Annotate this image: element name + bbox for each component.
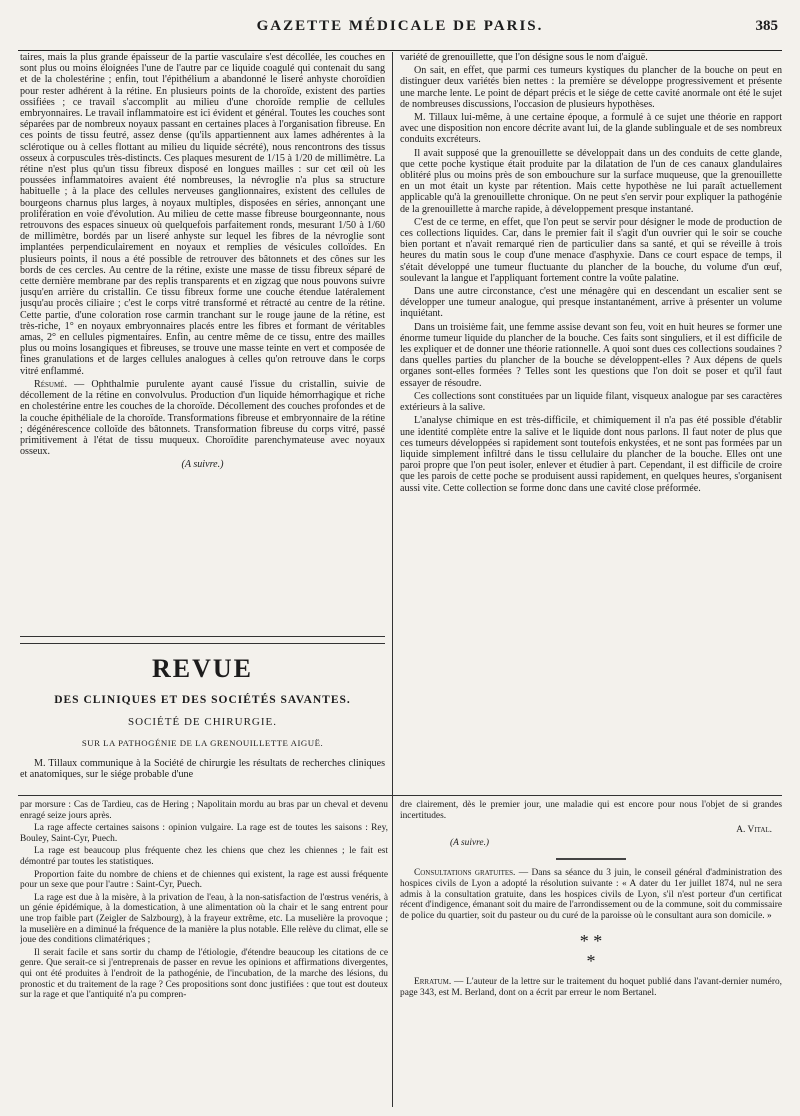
column-left-bottom xyxy=(20,800,388,1112)
opening-text: M. Tillaux communique à la Société de chirurgie les résultats de recherches cliniques et anatomiques, sur le siége probable d'une xyxy=(20,758,385,781)
consultations-text: — Dans sa séance du 3 juin, le conseil général d'administration des hospices civils de Lyon a adopté la résolution suivante : « A dater du 1er juillet 1874, nul ne sera admis à la consultation gratuite, dans les hospices civils de Lyon, s'il n'est porteur d'un certificat récent d'indigence, émanant soit du maire de l'arrondissement ou de la commune, soit du commissaire de police du quartier, soit du pasteur ou du curé de la paroisse où le consultant aura son domicile. » xyxy=(400,868,782,921)
body-paragraph: La rage est due à la misère, à la privation de l'eau, à la non-satisfaction de l'œstrus venéris, à un génie épidémique, à la domestication, à une alimentation où la chair et le sang entrent pour une trop faible part (Zeigler de Salzbourg), à la frayeur extrême, etc. La muselière la provoque ; la muselière en a diminué la fréquence de la manière la plus notable. Elle relève du climat, elle se joue des conditions climatériques ; xyxy=(20,892,388,946)
erratum-paragraph xyxy=(400,977,782,998)
asterism: * * * xyxy=(579,931,603,972)
column-right-bottom xyxy=(400,800,782,1112)
body-paragraph: On sait, en effet, que parmi ces tumeurs kystiques du plancher de la bouche on peut en distinguer deux variétés bien nettes : la première se développe progressivement et présente une marche lente. Le point de départ précis et le siége de cette cavité anormale ont été le sujet de nombreuses discussions, l'occasion de plusieurs hypothèses. xyxy=(400,65,782,110)
body-paragraph: Dans une autre circonstance, c'est une ménagère qui en descendant un escalier sent se développer une tumeur analogue, qui presque instantanément, arrive à présenter un volume inquiétant. xyxy=(400,286,782,320)
resume-paragraph xyxy=(20,379,385,457)
consultations-label: Consultations gratuites. xyxy=(414,868,516,879)
section-title: REVUE xyxy=(151,654,253,683)
body-paragraph: L'analyse chimique en est très-difficile, et chimiquement il n'a pas été possible d'établir une identité complète entre la salive et le liquide dont nous parlons. Il faut noter de plus que ces tumeurs développées si rapidement sont toutefois enkystées, et ne sont pas formées par un liquide simplement infiltré dans le tissu cellulaire du plancher de la bouche. Elles ont une paroi propre que l'on peut isoler, enlever et étudier à part. Cependant, il est difficile de croire que les parois de cette poche se produisent aussi rapidement, en quelques heures, s'organisent aussi vite. Cette collection se forme donc dans une cavité close préformée. xyxy=(400,415,782,494)
body-paragraph: Dans un troisième fait, une femme assise devant son feu, voit en huit heures se former une énorme tumeur liquide du plancher de la bouche. Ces faits sont singuliers, et il est difficile de les expliquer et de donner une théorie rationnelle. A quoi sont dues ces collections soudaines ? dans quelles parties du plancher de la bouche se développent-elles ? Aux dépens de quels organes sont-elles formées ? Telles sont les questions que l'on doit se poser et qu'il faut essayer de résoudre. xyxy=(400,321,782,389)
decorative-divider xyxy=(556,858,626,860)
column-divider xyxy=(392,52,393,1107)
page-number: 385 xyxy=(755,18,778,34)
consultations-paragraph xyxy=(400,868,782,921)
body-paragraph: Proportion faite du nombre de chiens et de chiennes qui existent, la rage est aussi fréquente pour un sexe que pour l'autre : Saint-Cyr, Puech. xyxy=(20,869,388,891)
author-signature: A. Vital. xyxy=(736,825,772,836)
to-be-continued: (A suivre.) xyxy=(450,837,490,848)
revue-section xyxy=(20,630,385,800)
article-topic: SUR LA PATHOGÉNIE DE LA GRENOUILLETTE AIGUË. xyxy=(81,738,324,748)
body-paragraph: La rage affecte certaines saisons : opinion vulgaire. La rage est de toutes les saisons : Rey, Bouley, Saint-Cyr, Puech. xyxy=(20,823,388,844)
column-right-top xyxy=(400,52,782,797)
page-header xyxy=(18,10,782,51)
erratum-text: — L'auteur de la lettre sur le traitement du hoquet publié dans l'avant-dernier numéro, page 343, est M. Berland, dont on a écrit par erreur le nom Bertanel. xyxy=(400,977,782,998)
resume-label: Résumé. xyxy=(34,378,67,390)
journal-title: GAZETTE MÉDICALE DE PARIS. xyxy=(256,18,544,34)
article-opening xyxy=(20,758,385,780)
body-paragraph: Il avait supposé que la grenouillette se développait dans un des conduits de cette glande, que cette poche kystique était produite par la dilatation de l'un de ces canaux glandulaires oblitéré plus ou moins près de son embouchure sur la surface muqueuse, que la grenouillette en un mot était un kyste par rétention. Mais cette hypothèse ne lui paraît actuellement applicable qu'à la grenouillette chronique. On ne peut s'en servir pour expliquer la pathogénie de la grenouillette à marche rapide, à développement presque instantané. xyxy=(400,147,782,215)
body-paragraph: dre clairement, dès le premier jour, une maladie qui est encore pour nous l'objet de si grandes incertitudes. xyxy=(400,800,782,821)
body-paragraph: Ces collections sont constituées par un liquide filant, visqueux analogue par ses caractères extérieurs à la salive. xyxy=(400,390,782,414)
body-paragraph: La rage est beaucoup plus fréquente chez les chiens que chez les chiennes ; le fait est démontré par toutes les statistiques. xyxy=(20,846,388,867)
resume-text: — Ophthalmie purulente ayant causé l'issue du cristallin, suivie de décollement de la rétine en convolvulus. Production d'un liquide hémorrhagique et riche en cholestérine entre les couches de la choroïde. Décollement des couches profondes et de la couche épithéliale de la choroïde. Transformations fibreuse et embryonnaire de la rétine ; dégénérescence colloïde des bâtonnets. Transformation fibreuse du corps vitré, passé primitivement à l'état de tissu muqueux. Choroïdite parenchymateuse avec noyaux osseux. xyxy=(20,378,385,458)
society-name: SOCIÉTÉ DE CHIRURGIE. xyxy=(127,716,278,728)
body-paragraph: taires, mais la plus grande épaisseur de la partie vasculaire s'est décollée, les couches en sont plus ou moins éloignées l'une de l'autre par ce liquide coagulé qui contenait du sang et de la cholestérine ; enfin, tout l'épithélium a abandonné le liseré anhyste choroïdien pour rester adhérent à la rétine. En plusieurs points de la choroïde, existent des parties ossifiées ; ce travail s'accomplit au milieu d'une choroïde remplie de cellules embryonnaires. Le travail inflammatoire est ici évident et général. Toutes les couches sont séparées par de nombreux noyaux passant en certaines places à l'organisation fibreuse. En ces points de tissu feutré, assez dense (qu'ils appartiennent aux lames adhérentes à la sclérotique ou à celles flottant au milieu du liquide sécrété), nous rencontrons des tissus osseux à corpuscules très-distincts. Ces plaques mesurent de 1/15 à 1/20 de millimètre. La rétine n'est plus qu'un tissu fibreux disposé en longues mailles : sur cet œil où les poussées inflammatoires avaient été nombreuses, la névroglie n'a plus sa structure habituelle ; à la place des cellules nerveuses ganglionnaires, existent des cellules de bourgeons charnus plus larges, à noyaux multiples, disposées en séries, annonçant une prolifération en voie d'évolution. Au milieu de cette masse fibreuse bourgeonnante, nous retrouvons des espaces sinueux où quelquefois parfaitement ronds, mesurant 1/50 à 1/60 de millimètre, bordés par un liseré anhyste sur lequel les fibres de la névroglie sont implantées perpendiculairement en noyaux et remplies de vésicules colloïdes. En plusieurs points, il nous a été possible de retrouver des bâtonnets et des cônes sur les bords de ces cercles. Au centre de la rétine, existe une masse de tissu fibreux séparé de cette dernière membrane par des replis transparents et en zigzag que nous pouvons suivre jusqu'en arrière du cristallin. Ce tissu fibreux forme une couche étendue latéralement jusqu'au procès ciliaire ; c'est le corps vitré transformé et rétracté au centre de la rétine. Cette partie, d'une coloration rose carmin tranchant sur le rouge jaune de la rétine, est très-riche, 1° en noyaux embryonnaires placés entre les fibres et formant de véritables amas, 2° en cellules pigmentaires. Enfin, au centre même de ce tissu, entre des mailles plus ou moins losangiques et fibreuses, se trouve une masse teinte en vert et composée de fines granulations et de larges cellules analogues à celles qu'on retrouve dans le corps vitré enflammé. xyxy=(20,52,385,377)
decorative-rule xyxy=(20,636,385,644)
body-paragraph: variété de grenouillette, que l'on désigne sous le nom d'aiguë. xyxy=(400,52,648,63)
body-paragraph: M. Tillaux lui-même, à une certaine époque, a formulé à ce sujet une théorie en rapport avec une disposition non encore décrite avant lui, de la glande sublinguale et de ses nombreux conduits excréteurs. xyxy=(400,112,782,146)
to-be-continued: (A suivre.) xyxy=(181,459,224,471)
body-paragraph: Il serait facile et sans sortir du champ de l'étiologie, d'étendre beaucoup les citations de ce genre. Que serait-ce si j'entreprenais de passer en revue les opinions et affirmations divergentes, qui ont été produites à l'endroit de la pathogénie, de l'incubation, de la marche des lésions, du pronostic et du traitement de la rage ? Ces propositions sont donc justifiées : que tout est douteux sur la rage et que l'antiquité n'a pu compren- xyxy=(20,947,388,1001)
column-left-top xyxy=(20,52,385,610)
section-subtitle: DES CLINIQUES ET DES SOCIÉTÉS SAVANTES. xyxy=(54,694,351,706)
erratum-label: Erratum. xyxy=(414,977,452,988)
body-paragraph: par morsure : Cas de Tardieu, cas de Hering ; Napolitain mordu au bras par un cheval et devenu enragé seize jours après. xyxy=(20,800,388,821)
body-paragraph: C'est de ce terme, en effet, que l'on peut se servir pour désigner le mode de production de ces collections liquides. Car, dans le premier fait il s'agit d'un ouvrier qui le soir se couche bien portant et n'avait remarqué rien de particulier dans sa santé, et qui se réveille à trois heures du matin sous le coup d'une menace d'asphyxie. Dans ce court espace de temps, il s'était développé une tumeur fluctuante du plancher de la bouche, du volume d'un œuf, soulevant la langue et l'appliquant fortement contre la voûte palatine. xyxy=(400,216,782,284)
